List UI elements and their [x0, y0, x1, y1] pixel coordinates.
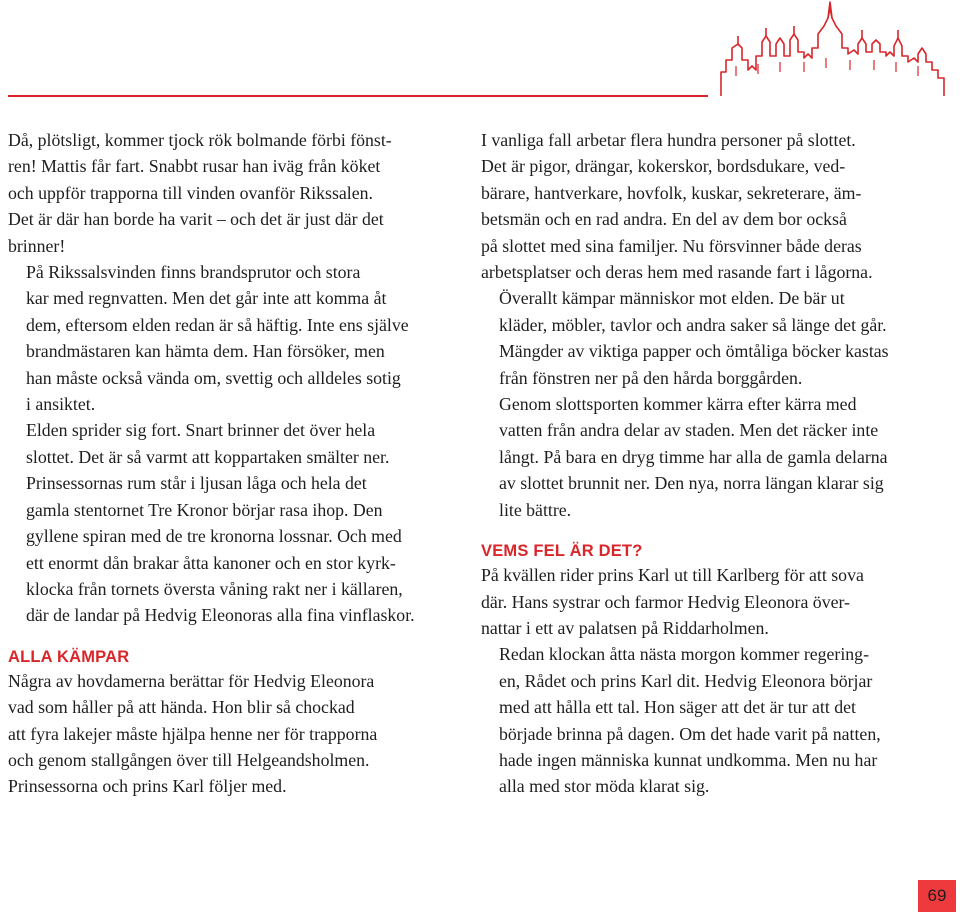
text-line: slottet. Det är så varmt att koppartaken smälter ner. — [26, 446, 390, 467]
text-line: alla med stor möda klarat sig. — [499, 776, 710, 797]
text-line: brinner! — [8, 235, 66, 256]
text-line: i ansiktet. — [26, 394, 96, 415]
paragraph — [8, 417, 460, 628]
right-body-text-after-heading — [481, 562, 941, 800]
text-line: kläder, möbler, tavlor och andra saker så länge det går. — [499, 314, 887, 335]
text-line: dem, eftersom elden redan är så häftig. Inte ens själve — [26, 314, 409, 335]
section-heading-vems-fel: VEMS FEL ÄR DET? — [481, 542, 643, 561]
paragraph — [8, 668, 460, 800]
text-line: Det är pigor, drängar, kokerskor, bordsdukare, ved- — [481, 156, 846, 177]
text-line: vad som håller på att hända. Hon blir så chockad — [8, 697, 355, 718]
text-line: började brinna på dagen. Om det hade varit på natten, — [499, 723, 881, 744]
text-line: från fönstren ner på den hårda borggården. — [499, 367, 803, 388]
left-body-text-after-heading — [8, 668, 460, 800]
paragraph — [481, 285, 941, 391]
text-line: långt. På bara en dryg timme har alla de gamla delarna — [499, 446, 888, 467]
text-line: På kvällen rider prins Karl ut till Karlberg för att sova — [481, 565, 864, 586]
text-line: och uppför trapporna till vinden ovanför Rikssalen. — [8, 182, 373, 203]
paragraph — [481, 127, 941, 285]
text-line: gyllene spiran med de tre kronorna lossnar. Och med — [26, 526, 402, 547]
text-line: på slottet med sina familjer. Nu försvinner både deras — [481, 235, 862, 256]
text-line: lite bättre. — [499, 499, 572, 520]
paragraph — [481, 562, 941, 641]
text-line: Överallt kämpar människor mot elden. De bär ut — [499, 288, 845, 309]
text-line: brandmästaren kan hämta dem. Han försöker, men — [26, 341, 385, 362]
text-line: Genom slottsporten kommer kärra efter kärra med — [499, 394, 857, 415]
text-line: där de landar på Hedvig Eleonoras alla fina vinflaskor. — [26, 605, 415, 626]
text-line: Det är där han borde ha varit – och det är just där det — [8, 209, 384, 230]
left-column — [8, 127, 460, 800]
text-line: av slottet brunnit ner. Den nya, norra längan klarar sig — [499, 473, 884, 494]
text-line: Prinsessornas rum står i ljusan låga och hela det — [26, 473, 367, 494]
text-line: Då, plötsligt, kommer tjock rök bolmande förbi fönst- — [8, 130, 392, 150]
text-line: ett enormt dån brakar åtta kanoner och en stor kyrk- — [26, 552, 396, 573]
text-line: Prinsessorna och prins Karl följer med. — [8, 776, 287, 797]
paragraph — [481, 391, 941, 523]
text-line: nattar i ett av palatsen på Riddarholmen. — [481, 617, 769, 638]
text-line: där. Hans systrar och farmor Hedvig Eleonora över- — [481, 591, 850, 612]
text-line: gamla stentornet Tre Kronor börjar rasa ihop. Den — [26, 499, 383, 520]
text-line: kar med regnvatten. Men det går inte att komma åt — [26, 288, 387, 309]
left-body-text — [8, 127, 460, 629]
text-line: I vanliga fall arbetar flera hundra personer på slottet. — [481, 130, 856, 150]
text-line: betsmän och en rad andra. En del av dem bor också — [481, 209, 847, 230]
paragraph — [8, 127, 460, 259]
text-line: bärare, hantverkare, hovfolk, kuskar, sekreterare, äm- — [481, 182, 862, 203]
text-line: arbetsplatser och deras hem med rasande fart i lågorna. — [481, 262, 873, 283]
text-line: Redan klockan åtta nästa morgon kommer regering- — [499, 644, 869, 665]
header-rule — [8, 95, 708, 97]
text-line: att fyra lakejer måste hjälpa henne ner för trapporna — [8, 723, 378, 744]
text-line: han måste också vända om, svettig och alldeles sotig — [26, 367, 401, 388]
text-line: klocka från tornets översta våning rakt ner i källaren, — [26, 578, 403, 599]
text-line: och genom stallgången över till Helgeandsholmen. — [8, 749, 370, 770]
paragraph — [8, 259, 460, 417]
right-body-text — [481, 127, 941, 523]
right-column — [481, 127, 941, 800]
text-line: Elden sprider sig fort. Snart brinner det över hela — [26, 420, 376, 441]
text-line: På Rikssalsvinden finns brandsprutor och stora — [26, 262, 361, 283]
text-line: en, Rådet och prins Karl dit. Hedvig Eleonora börjar — [499, 670, 873, 691]
section-heading-alla-kampar: ALLA KÄMPAR — [8, 647, 130, 666]
text-line: ren! Mattis får fart. Snabbt rusar han iväg från köket — [8, 156, 381, 177]
text-line: Mängder av viktiga papper och ömtåliga böcker kastas — [499, 341, 889, 362]
text-line: vatten från andra delar av staden. Men det räcker inte — [499, 420, 879, 441]
text-line: med att hålla ett tal. Hon säger att det är tur att det — [499, 697, 856, 718]
paragraph — [481, 641, 941, 799]
page-number: 69 — [918, 880, 956, 912]
text-line: Några av hovdamerna berättar för Hedvig Eleonora — [8, 670, 375, 691]
text-line: hade ingen människa kunnat undkomma. Men nu har — [499, 749, 878, 770]
castle-skyline-icon — [718, 0, 960, 100]
